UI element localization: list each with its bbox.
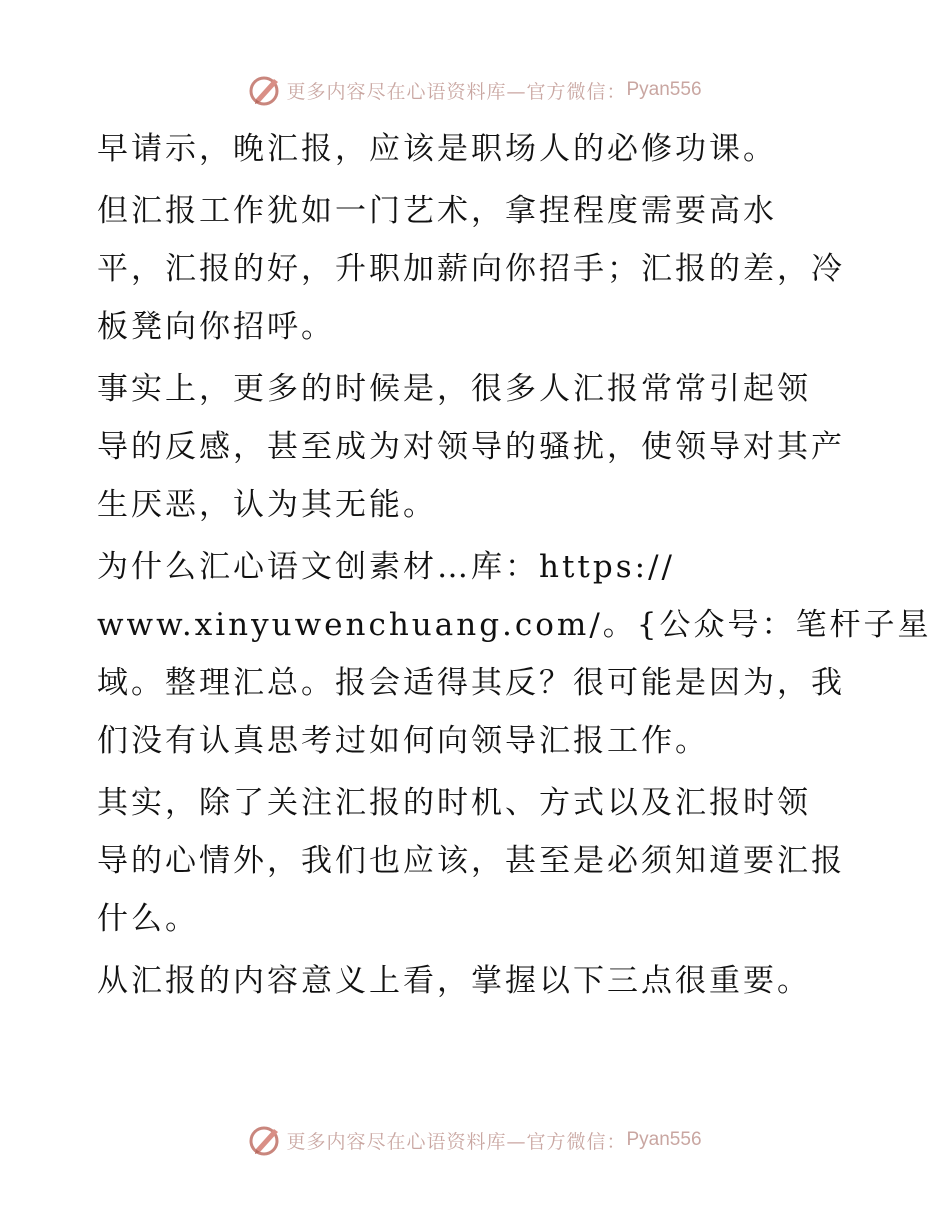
banner-wechat-id: Pyan556 xyxy=(626,1129,702,1150)
text-line: 导的心情外，我们也应该，甚至是必须知道要汇报 xyxy=(97,843,845,879)
text-line: www.xinyuwenchuang.com/。{公众号：笔杆子星 xyxy=(97,607,932,643)
paragraph-4 xyxy=(97,538,932,770)
text-line: 早请示，晚汇报，应该是职场人的必修功课。 xyxy=(97,131,777,167)
paragraph-5 xyxy=(97,774,853,948)
text-line: 平，汇报的好，升职加薪向你招手；汇报的差，冷 xyxy=(97,251,845,287)
paragraph-1 xyxy=(97,120,853,178)
text-line: 但汇报工作犹如一门艺术，拿捏程度需要高水 xyxy=(97,193,777,229)
banner-wechat-id: Pyan556 xyxy=(626,79,702,100)
footer-watermark-banner xyxy=(0,1120,950,1160)
text-line: 域。整理汇总。报会适得其反？很可能是因为，我 xyxy=(97,665,845,701)
paragraph-2 xyxy=(97,182,853,356)
article-body xyxy=(97,120,932,1014)
text-line: 板凳向你招呼。 xyxy=(97,309,335,345)
text-line: 们没有认真思考过如何向领导汇报工作。 xyxy=(97,723,709,759)
quill-pen-logo-icon xyxy=(248,1123,282,1157)
text-line: 从汇报的内容意义上看，掌握以下三点很重要。 xyxy=(97,963,811,999)
paragraph-3 xyxy=(97,360,853,534)
text-line: 导的反感，甚至成为对领导的骚扰，使领导对其产 xyxy=(97,429,845,465)
banner-text: 更多内容尽在心语资料库—官方微信： xyxy=(286,80,627,103)
text-line: 生厌恶，认为其无能。 xyxy=(97,487,437,523)
paragraph-6 xyxy=(97,952,853,1010)
text-line: 事实上，更多的时候是，很多人汇报常常引起领 xyxy=(97,371,811,407)
text-line: 其实，除了关注汇报的时机、方式以及汇报时领 xyxy=(97,785,811,821)
banner-text: 更多内容尽在心语资料库—官方微信： xyxy=(286,1130,627,1153)
text-line: 什么。 xyxy=(97,901,199,937)
quill-pen-logo-icon xyxy=(248,73,282,107)
header-watermark-banner xyxy=(0,70,950,110)
text-line: 为什么汇心语文创素材…库：https:// xyxy=(97,549,675,585)
